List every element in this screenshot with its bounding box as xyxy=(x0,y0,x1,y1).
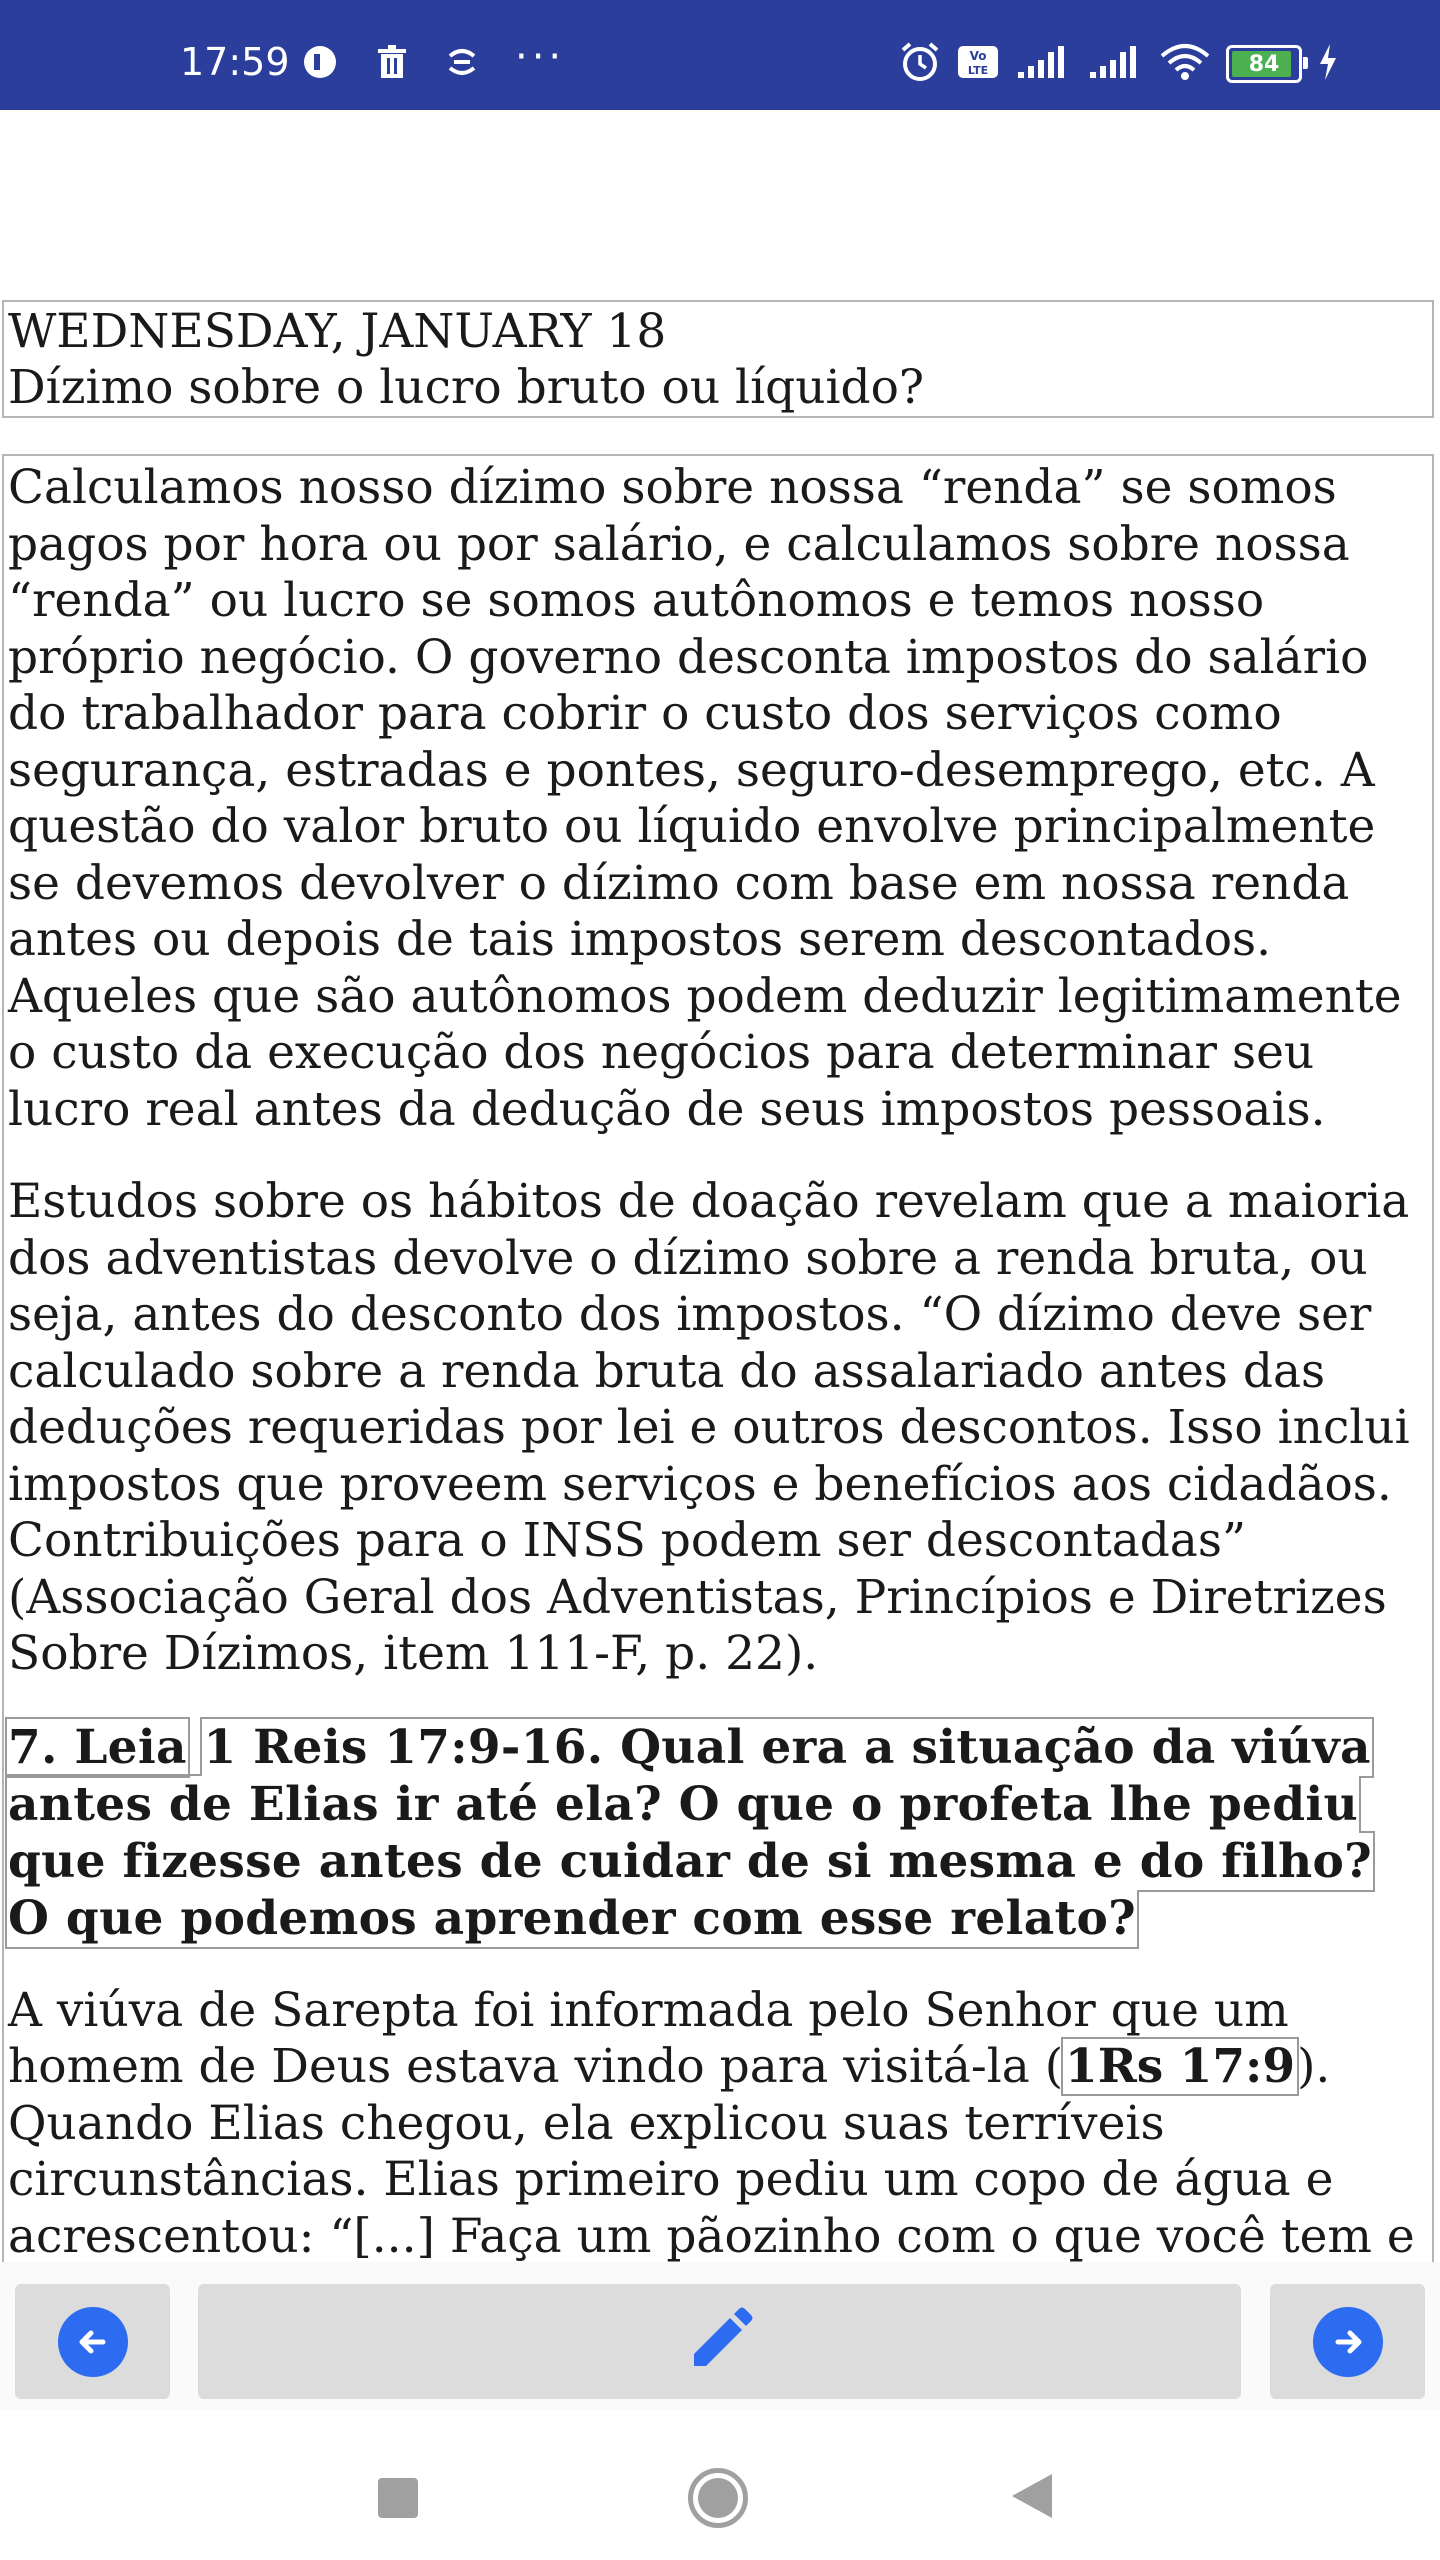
question-text[interactable]: 1 Reis 17:9-16. Qual era a situação da viúva antes de Elias ir até ela? O que o profeta lhe pediu que fizesse antes de cuidar de si mesma e do filho? O que podemos aprender com esse relato? xyxy=(8,1719,1373,1946)
arrow-right-icon xyxy=(1313,2307,1383,2377)
volte-icon xyxy=(956,42,1000,86)
status-bar xyxy=(0,0,1440,110)
next-button[interactable] xyxy=(1270,2284,1425,2399)
trash-icon xyxy=(375,44,409,80)
more-notifications-icon: ··· xyxy=(515,34,566,80)
alarm-icon xyxy=(898,40,942,88)
battery-level: 84 xyxy=(1248,51,1280,77)
charging-icon xyxy=(1316,42,1340,86)
battery-icon xyxy=(1226,45,1302,83)
svg-text:LTE: LTE xyxy=(967,64,989,77)
home-icon xyxy=(698,2478,738,2518)
paragraph-2: Estudos sobre os hábitos de doação revelam que a maioria dos adventistas devolve o dízimo sobre a renda bruta, ou seja, antes do desconto dos impostos. “O dízimo deve ser calculado sobre a renda bruta do assalariado antes das deduções requeridas por lei e outros descontos. Isso inclui impostos que proveem serviços e benefícios aos cidadãos. Contribuições para o INSS podem ser descontadas” (Associação Geral dos Adventistas, Princípios e Diretrizes Sobre Dízimos, item 111-F, p. 22). xyxy=(8,1174,1410,1681)
media-icon xyxy=(302,44,338,80)
back-button[interactable] xyxy=(1012,2474,1052,2518)
previous-button[interactable] xyxy=(15,2284,170,2399)
system-nav-bar xyxy=(0,2410,1440,2560)
paragraph-3-start: A viúva de Sarepta foi informada pelo Senhor que um homem de Deus estava vindo para visitá-la ( xyxy=(8,1982,1289,2094)
data-saver-icon xyxy=(444,44,480,80)
lesson-content[interactable] xyxy=(0,300,1440,2262)
status-time: 17:59 xyxy=(180,40,290,84)
lesson-title: Dízimo sobre o lucro bruto ou líquido? xyxy=(8,360,925,415)
home-button[interactable] xyxy=(688,2468,748,2528)
status-right xyxy=(898,40,1340,88)
bottom-toolbar xyxy=(0,2262,1440,2410)
arrow-left-icon xyxy=(58,2307,128,2377)
paragraph-3 xyxy=(8,1983,1428,2263)
question-label: 7. Leia xyxy=(8,1719,187,1775)
paragraph-3-end: ). Quando Elias chegou, ela explicou suas terríveis circunstâncias. Elias primeiro pediu um copo de água e acrescentou: “[...] Faça um pãozinho com o que você tem e xyxy=(8,2039,1415,2262)
paragraph-1: Calculamos nosso dízimo sobre nossa “renda” se somos pagos por hora ou por salário, e calculamos sobre nossa “renda” ou lucro se somos autônomos e temos nosso próprio negócio. O governo desconta impostos do salário do trabalhador para cobrir o custo dos serviços como segurança, estradas e pontes, seguro-desemprego, etc. A questão do valor bruto ou líquido envolve principalmente se devemos devolver o dízimo com base em nossa renda antes ou depois de tais impostos serem descontados. Aqueles que são autônomos podem deduzir legitimamente o custo da execução dos negócios para determinar seu lucro real antes da dedução de seus impostos pessoais. xyxy=(8,460,1402,1137)
svg-text:Vo: Vo xyxy=(969,49,987,63)
pencil-icon xyxy=(684,2304,756,2380)
lesson-header xyxy=(2,300,1434,418)
lesson-date: WEDNESDAY, JANUARY 18 xyxy=(8,304,667,359)
bible-reference-link[interactable]: 1Rs 17:9 xyxy=(1065,2039,1296,2094)
signal-icon xyxy=(1086,42,1144,86)
signal-icon xyxy=(1014,42,1072,86)
wifi-icon xyxy=(1158,42,1212,86)
edit-button[interactable] xyxy=(198,2284,1241,2399)
question-7 xyxy=(8,1719,1428,1947)
recents-button[interactable] xyxy=(378,2478,418,2518)
lesson-body xyxy=(2,454,1434,2262)
